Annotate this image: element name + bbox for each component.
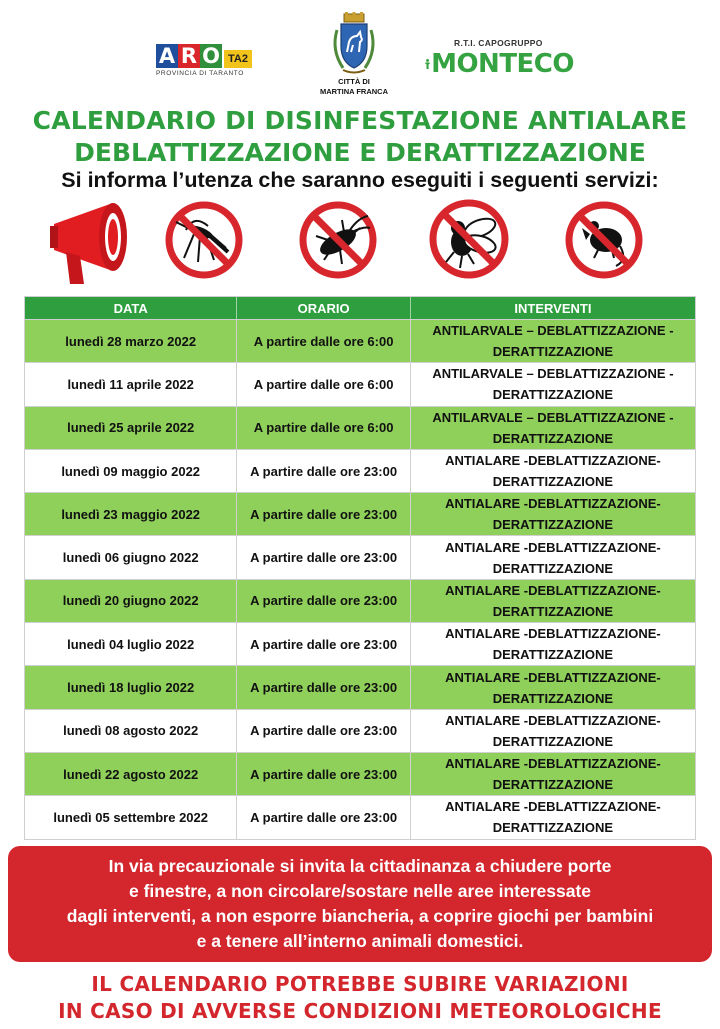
cell-data: lunedì 08 agosto 2022 (63, 723, 199, 739)
aro-letter-a: A (156, 44, 178, 68)
column-header-data: DATA (113, 300, 148, 316)
table-row (25, 665, 695, 708)
cell-orario: A partire dalle ore 23:00 (236, 623, 409, 665)
cell-orario: A partire dalle ore 23:00 (236, 493, 409, 535)
cell-interventi-line2: DERATTIZZAZIONE (492, 517, 614, 533)
cell-orario: A partire dalle ore 6:00 (236, 320, 409, 362)
cell-interventi (410, 363, 695, 405)
city-name-line2: MARTINA FRANCA (319, 87, 389, 96)
cell-interventi-line2: DERATTIZZAZIONE (492, 690, 614, 706)
warning-line1: In via precauzionale si invita la cittadinanza a chiudere porte (108, 856, 612, 876)
cell-interventi-line1: ANTILARVALE – DEBLATTIZZAZIONE - (432, 323, 674, 339)
cell-interventi-line1: ANTIALARE -DEBLATTIZZAZIONE- (445, 453, 661, 469)
aro-letter-o: O (200, 44, 222, 68)
table-row (25, 795, 695, 838)
aro-subtitle: PROVINCIA DI TARANTO (156, 70, 244, 77)
cell-interventi-line2: DERATTIZZAZIONE (492, 733, 614, 749)
cell-orario: A partire dalle ore 23:00 (236, 450, 409, 492)
cell-interventi (410, 536, 695, 578)
no-cockroach-icon (298, 200, 378, 280)
cell-interventi (410, 580, 695, 622)
no-fly-icon (428, 198, 510, 280)
cell-interventi (410, 796, 695, 838)
cell-data: lunedì 11 aprile 2022 (67, 376, 194, 392)
monteco-person-icon (424, 49, 431, 79)
table-row (25, 752, 695, 795)
no-mosquito-icon (164, 200, 244, 280)
footer-notice-line1: IL CALENDARIO POTREBBE SUBIRE VARIAZIONI (91, 972, 629, 996)
table-header (25, 297, 695, 319)
table-row (25, 622, 695, 665)
cell-interventi-line1: ANTIALARE -DEBLATTIZZAZIONE- (445, 626, 661, 642)
cell-interventi (410, 407, 695, 449)
footer-notice-line2: IN CASO DI AVVERSE CONDIZIONI METEOROLOGICHE (58, 999, 662, 1023)
cell-data: lunedì 06 giugno 2022 (62, 550, 199, 566)
warning-line3: dagli interventi, a non esporre biancheria, a coprire giochi per bambini (66, 906, 654, 926)
page-subtitle: Si informa l’utenza che saranno eseguiti i seguenti servizi: (61, 168, 659, 192)
cell-interventi-line2: DERATTIZZAZIONE (492, 430, 614, 446)
icon-row (0, 196, 720, 286)
cell-interventi-line1: ANTIALARE -DEBLATTIZZAZIONE- (445, 712, 661, 728)
cell-interventi-line1: ANTILARVALE – DEBLATTIZZAZIONE - (432, 366, 674, 382)
cell-interventi-line2: DERATTIZZAZIONE (492, 560, 614, 576)
cell-orario: A partire dalle ore 23:00 (236, 796, 409, 838)
cell-data: lunedì 05 settembre 2022 (53, 809, 208, 825)
cell-interventi-line2: DERATTIZZAZIONE (492, 820, 614, 836)
cell-orario: A partire dalle ore 23:00 (236, 536, 409, 578)
cell-interventi-line2: DERATTIZZAZIONE (492, 387, 614, 403)
aro-logo (156, 42, 264, 84)
cell-data: lunedì 09 maggio 2022 (61, 463, 201, 479)
city-name-line1: CITTÀ DI (338, 77, 370, 86)
table-row (25, 535, 695, 578)
city-crest-icon (329, 12, 379, 76)
cell-interventi-line1: ANTIALARE -DEBLATTIZZAZIONE- (445, 799, 661, 815)
cell-data: lunedì 28 marzo 2022 (65, 333, 197, 349)
cell-interventi-line2: DERATTIZZAZIONE (492, 603, 614, 619)
cell-interventi (410, 623, 695, 665)
table-row (25, 492, 695, 535)
cell-data: lunedì 04 luglio 2022 (67, 636, 195, 652)
cell-data: lunedì 22 agosto 2022 (63, 766, 199, 782)
table-row (25, 449, 695, 492)
monteco-label: R.T.I. CAPOGRUPPO (454, 38, 543, 48)
megaphone-icon (50, 196, 136, 286)
aro-badge: TA2 (224, 50, 252, 68)
no-rat-icon (564, 200, 644, 280)
cell-interventi-line1: ANTIALARE -DEBLATTIZZAZIONE- (445, 669, 661, 685)
cell-interventi-line2: DERATTIZZAZIONE (492, 647, 614, 663)
cell-orario: A partire dalle ore 23:00 (236, 753, 409, 795)
cell-interventi-line1: ANTILARVALE – DEBLATTIZZAZIONE - (432, 409, 674, 425)
cell-data: lunedì 23 maggio 2022 (61, 506, 201, 522)
table-row (25, 362, 695, 405)
cell-orario: A partire dalle ore 23:00 (236, 710, 409, 752)
cell-interventi-line2: DERATTIZZAZIONE (492, 474, 614, 490)
table-row (25, 579, 695, 622)
cell-data: lunedì 18 luglio 2022 (67, 680, 195, 696)
logo-bar (0, 12, 720, 102)
cell-interventi-line2: DERATTIZZAZIONE (492, 777, 614, 793)
table-row (25, 319, 695, 362)
warning-box (8, 846, 712, 962)
cell-interventi (410, 450, 695, 492)
cell-interventi-line1: ANTIALARE -DEBLATTIZZAZIONE- (445, 539, 661, 555)
page-title-line2: DEBLATTIZZAZIONE E DERATTIZZAZIONE (74, 138, 646, 167)
cell-orario: A partire dalle ore 23:00 (236, 580, 409, 622)
cell-interventi (410, 493, 695, 535)
column-header-orario: ORARIO (236, 297, 409, 319)
cell-orario: A partire dalle ore 6:00 (236, 407, 409, 449)
cell-interventi (410, 666, 695, 708)
warning-line4: e a tenere all’interno animali domestici. (196, 931, 524, 951)
cell-interventi (410, 753, 695, 795)
table-row (25, 406, 695, 449)
cell-data: lunedì 20 giugno 2022 (62, 593, 199, 609)
cell-orario: A partire dalle ore 23:00 (236, 666, 409, 708)
column-header-interventi: INTERVENTI (410, 297, 695, 319)
aro-letter-r: R (178, 44, 200, 68)
page-title-line1: CALENDARIO DI DISINFESTAZIONE ANTIALARE (32, 106, 688, 135)
city-logo (308, 12, 400, 102)
table-row (25, 709, 695, 752)
warning-line2: e finestre, a non circolare/sostare nelle aree interessate (128, 881, 592, 901)
cell-interventi (410, 710, 695, 752)
cell-interventi (410, 320, 695, 362)
cell-interventi-line1: ANTIALARE -DEBLATTIZZAZIONE- (445, 756, 661, 772)
monteco-logo (424, 38, 574, 84)
cell-interventi-line2: DERATTIZZAZIONE (492, 344, 614, 360)
cell-interventi-line1: ANTIALARE -DEBLATTIZZAZIONE- (445, 582, 661, 598)
cell-orario: A partire dalle ore 6:00 (236, 363, 409, 405)
cell-data: lunedì 25 aprile 2022 (67, 420, 195, 436)
cell-interventi-line1: ANTIALARE -DEBLATTIZZAZIONE- (445, 496, 661, 512)
monteco-name: MONTECO (431, 49, 574, 79)
schedule-table (24, 296, 696, 840)
